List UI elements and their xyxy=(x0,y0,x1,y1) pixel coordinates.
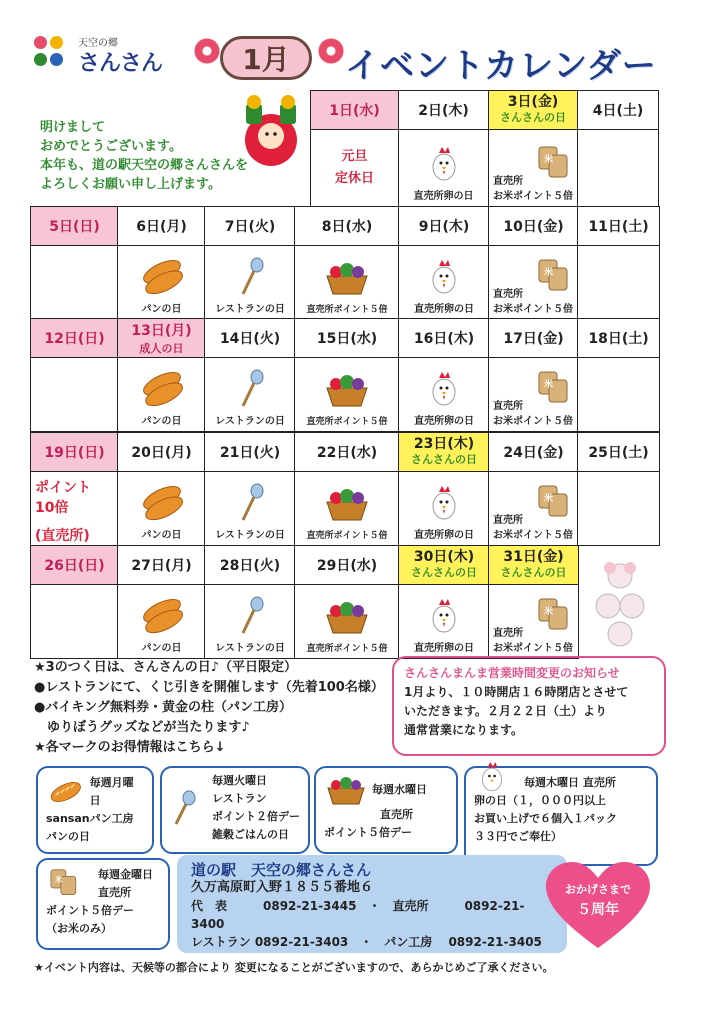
svg-text:米: 米 xyxy=(544,268,554,278)
restaurant-hours-notice: さんさんまんま営業時間変更のお知らせ 1月より、１０時開店１６時閉店とさせて いただきます。２月２２日（土）より 通常営業になります。 xyxy=(392,656,666,756)
wed-event-cell: 直売所ポイント５倍 xyxy=(294,584,400,659)
fri-event-cell: 直売所 米 お米ポイント５倍 xyxy=(488,584,579,659)
day-header: 7日(火) xyxy=(204,206,296,246)
day-header: 6日(月) xyxy=(117,206,206,246)
day-header: 23日(木) さんさんの日 xyxy=(398,432,490,472)
footer-note: ★イベント内容は、天候等の都合により 変更になることがございますので、あらかじめご了承ください。 xyxy=(34,961,554,974)
anniversary-text: おかげさまで ５周年 xyxy=(565,883,631,918)
rice-bag-icon xyxy=(525,368,571,408)
station-name: 道の駅 天空の郷さんさん xyxy=(191,861,372,879)
wed-event-cell: 直売所ポイント５倍 xyxy=(294,471,400,546)
day-header: 25日(土) xyxy=(577,432,660,472)
vegetable-basket-icon xyxy=(324,258,370,298)
svg-text:米: 米 xyxy=(544,494,554,504)
bread-icon xyxy=(46,777,86,807)
mon-event-cell: パンの日 xyxy=(117,245,206,320)
empty-cell xyxy=(577,357,660,432)
vegetable-basket-icon xyxy=(324,484,370,524)
chicken-icon xyxy=(472,756,512,796)
day-header: 29日(水) xyxy=(294,545,400,585)
chicken-icon xyxy=(421,482,467,522)
spoon-icon xyxy=(172,790,198,826)
month-badge: 1月 xyxy=(220,36,312,80)
day-header: 4日(土) xyxy=(577,90,659,130)
egg-day-cell: 直売所卵の日 xyxy=(398,129,489,207)
day-header: 20日(月) xyxy=(117,432,206,472)
plum-flower-icon xyxy=(318,38,344,64)
bread-icon xyxy=(139,256,185,296)
empty-cell xyxy=(30,245,119,320)
empty-cell xyxy=(577,129,659,207)
rice-bag-icon xyxy=(525,143,571,183)
rice-bag-icon xyxy=(525,256,571,296)
rice-bag-icon xyxy=(46,866,84,900)
legend-thursday: 毎週木曜日 直売所 卵の日（１，０００円以上 お買い上げで６個入１パック ３３円でご奉仕） xyxy=(464,766,658,866)
greeting: 明けまして おめでとうございます。 本年も、道の駅天空の郷さんさんを よろしくお願い申し上げます。 xyxy=(40,120,249,192)
day-header: 28日(火) xyxy=(204,545,296,585)
day-header: 31日(金) さんさんの日 xyxy=(488,545,579,585)
station-contact: 道の駅 天空の郷さんさん 久万高原町入野１８５５番地６ 代 表 0892-21-3445 ・ 直売所 0892-21-3400 レストラン 0892-21-3403 ・ パン工房 0892-21-3405 xyxy=(177,855,567,953)
brand-small: 天空の郷 xyxy=(78,38,118,49)
day-header: 18日(土) xyxy=(577,318,660,358)
svg-text:米: 米 xyxy=(544,155,554,165)
mon-event-cell: パンの日 xyxy=(117,471,206,546)
thu-event-cell: 直売所卵の日 xyxy=(398,471,490,546)
logo-dots-icon xyxy=(34,36,66,70)
day-header: 22日(水) xyxy=(294,432,400,472)
day-header: 16日(木) xyxy=(398,318,490,358)
bread-icon xyxy=(139,482,185,522)
day-header: 9日(木) xyxy=(398,206,490,246)
rice-bag-icon xyxy=(525,595,571,635)
day-header: 17日(金) xyxy=(488,318,579,358)
empty-cell xyxy=(30,584,119,659)
vegetable-basket-icon xyxy=(324,597,370,637)
chicken-icon xyxy=(421,143,467,183)
day-header: 26日(日) xyxy=(30,545,119,585)
spoon-icon xyxy=(227,595,273,635)
plum-flower-icon xyxy=(194,38,220,64)
day-header: 27日(月) xyxy=(117,545,206,585)
tue-event-cell: レストランの日 xyxy=(204,357,296,432)
legend-wednesday: 毎週水曜日 直売所 ポイント５倍デー xyxy=(314,766,458,854)
legend-tuesday: 毎週火曜日 レストラン ポイント２倍デー 雑穀ごはんの日 xyxy=(160,766,310,854)
tue-event-cell: レストランの日 xyxy=(204,245,296,320)
day-header: 5日(日) xyxy=(30,206,119,246)
empty-cell xyxy=(30,357,119,432)
svg-text:米: 米 xyxy=(544,607,554,617)
day-header: 10日(金) xyxy=(488,206,579,246)
day-header: 3日(金) さんさんの日 xyxy=(488,90,578,130)
rice-day-cell: 直売所 米 お米ポイント５倍 xyxy=(488,129,578,207)
day-header: 15日(水) xyxy=(294,318,400,358)
svg-text:米: 米 xyxy=(55,875,63,885)
day-header: 12日(日) xyxy=(30,318,119,358)
vegetable-basket-icon xyxy=(324,774,368,806)
holiday-note: 元旦 定休日 xyxy=(310,129,399,207)
thu-event-cell: 直売所卵の日 xyxy=(398,357,490,432)
chicken-icon xyxy=(421,368,467,408)
new-year-decoration-icon xyxy=(238,90,304,174)
day-header: 24日(金) xyxy=(488,432,579,472)
tue-event-cell: レストランの日 xyxy=(204,471,296,546)
legend-monday: 毎週月曜日 sansanパン工房 パンの日 xyxy=(36,766,154,854)
sunday-point-note: ポイント 10倍 (直売所) xyxy=(30,471,119,546)
empty-cell xyxy=(577,245,660,320)
sansan-day-info: ★3のつく日は、さんさんの日♪（平日限定） ●レストランにて、くじ引きを開催します（先着100名様） ●バイキング無料券・黄金の柱（パン工房） ゆりぼうグッズなどが当たります♪ ★各マークのお得情報はこちら↓ xyxy=(34,660,384,755)
mon-event-cell: パンの日 xyxy=(117,357,206,432)
spoon-icon xyxy=(227,482,273,522)
bread-icon xyxy=(139,368,185,408)
day-header: 30日(木) さんさんの日 xyxy=(398,545,490,585)
day-header: 1日(水) xyxy=(310,90,399,130)
bread-icon xyxy=(139,595,185,635)
thu-event-cell: 直売所卵の日 xyxy=(398,584,490,659)
svg-text:米: 米 xyxy=(544,380,554,390)
thu-event-cell: 直売所卵の日 xyxy=(398,245,490,320)
wed-event-cell: 直売所ポイント５倍 xyxy=(294,357,400,432)
spoon-icon xyxy=(227,256,273,296)
fri-event-cell: 直売所 米 お米ポイント５倍 xyxy=(488,471,579,546)
fri-event-cell: 直売所 米 お米ポイント５倍 xyxy=(488,245,579,320)
page-title: イベントカレンダー xyxy=(345,46,657,86)
logo xyxy=(34,30,174,80)
rice-bag-icon xyxy=(525,482,571,522)
tue-event-cell: レストランの日 xyxy=(204,584,296,659)
brand-name: さんさん xyxy=(78,51,163,76)
legend-friday: 米 毎週金曜日 直売所 ポイント５倍デー （お米のみ） xyxy=(36,858,170,950)
vegetable-basket-icon xyxy=(324,370,370,410)
chicken-icon xyxy=(421,256,467,296)
day-header: 2日(木) xyxy=(398,90,489,130)
day-header: 19日(日) xyxy=(30,432,119,472)
day-header: 8日(水) xyxy=(294,206,400,246)
mon-event-cell: パンの日 xyxy=(117,584,206,659)
wed-event-cell: 直売所ポイント５倍 xyxy=(294,245,400,320)
spoon-icon xyxy=(227,368,273,408)
empty-cell xyxy=(577,471,660,546)
day-header: 13日(月) 成人の日 xyxy=(117,318,206,358)
day-header: 21日(火) xyxy=(204,432,296,472)
mouse-mascot-icon xyxy=(584,558,656,650)
chicken-icon xyxy=(421,595,467,635)
day-header: 14日(火) xyxy=(204,318,296,358)
fri-event-cell: 直売所 米 お米ポイント５倍 xyxy=(488,357,579,432)
day-header: 11日(土) xyxy=(577,206,660,246)
